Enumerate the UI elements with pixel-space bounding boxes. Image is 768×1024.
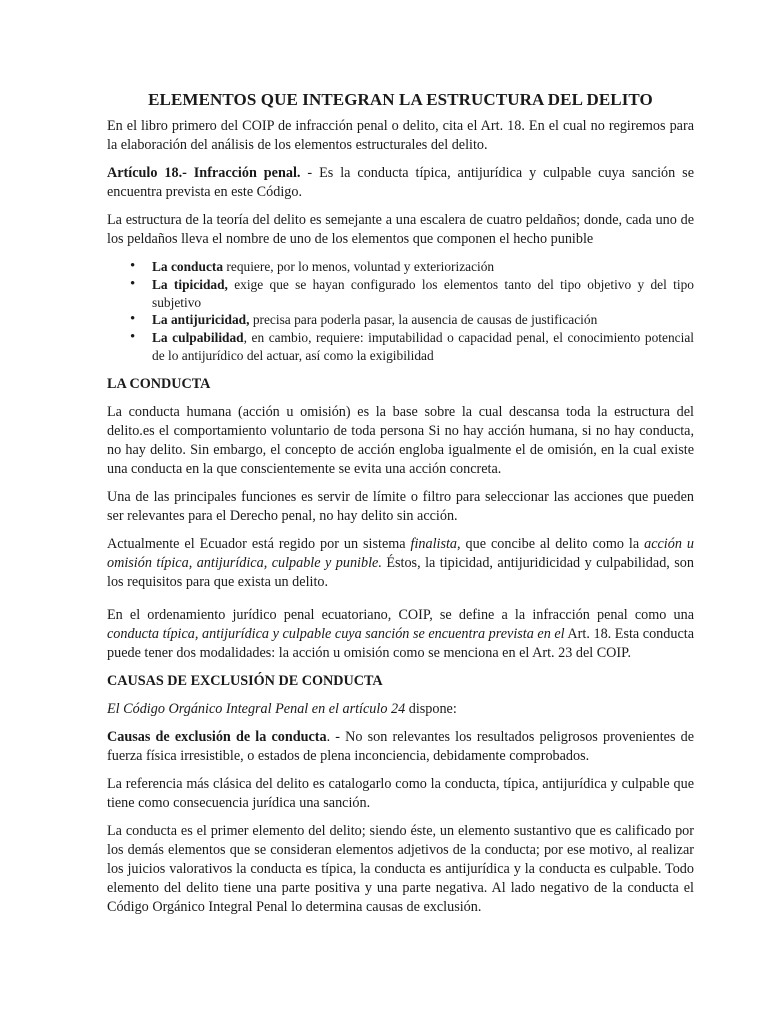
list-item-conducta (152, 258, 694, 276)
elements-list (107, 258, 694, 365)
intro-paragraph: En el libro primero del COIP de infracción penal o delito, cita el Art. 18. En el cual no regiremos para la elaboración del análisis de los elementos estructurales del delito. (107, 118, 694, 153)
heading-causas-exclusion: CAUSAS DE EXCLUSIÓN DE CONDUCTA (107, 672, 383, 689)
conducta-paragraph-1: La conducta humana (acción u omisión) es la base sobre la cual descansa toda la estructura del delito.es el comportamiento voluntario de toda persona Si no hay acción humana, si no hay conducta, no hay delito. Sin embargo, el concepto de acción engloba igualmente el de omisión, en la cual existe una conducta en la que conscientemente se evita una acción concreta. (107, 403, 694, 477)
list-item-text: requiere, por lo menos, voluntad y exteriorización (223, 259, 495, 274)
causas-label: Causas de exclusión de la conducta (107, 728, 327, 745)
heading-la-conducta: LA CONDUCTA (107, 375, 211, 392)
list-item-term: La culpabilidad (152, 330, 244, 346)
list-item-culpabilidad (152, 329, 694, 365)
coip-paragraph (107, 606, 694, 663)
escalera-paragraph: La estructura de la teoría del delito es semejante a una escalera de cuatro peldaños; donde, cada uno de los peldaños lleva el nombre de uno de los elementos que componen el hecho punible (107, 212, 694, 247)
finalista-text-e: Éstos, la tipicidad, antijuridicidad y culpabilidad, son los requisitos para que exista un delito. (107, 554, 694, 590)
list-item-term: La tipicidad, (152, 276, 228, 292)
article-24-text: dispone: (405, 700, 457, 717)
conducta-paragraph-2: Una de las principales funciones es servir de límite o filtro para seleccionar las acciones que pueden ser relevantes para el Derecho penal, no hay delito sin acción. (107, 488, 694, 524)
finalista-definition: acción u omisión típica, antijurídica, culpable y punible. (107, 535, 694, 571)
article-18-paragraph (107, 164, 694, 202)
causas-paragraph (107, 728, 694, 766)
finalista-paragraph (107, 535, 694, 592)
document-title: ELEMENTOS QUE INTEGRAN LA ESTRUCTURA DEL DELITO (148, 90, 653, 109)
primer-elemento-paragraph: La conducta es el primer elemento del delito; siendo éste, un elemento sustantivo que es calificado por los demás elementos que se consideran elementos adjetivos de la conducta; por ese motivo, al realizar los juicios valorativos la conducta es típica, la conducta es antijurídica y la conducta es culpable. Todo elemento del delito tiene una parte positiva y una parte negativa. Al lado negativo de la conducta el Código Orgánico Integral Penal lo determina causas de exclusión. (107, 822, 694, 915)
clasica-paragraph: La referencia más clásica del delito es catalogarlo como la conducta, típica, antijurídica y culpable que tiene como consecuencia jurídica una sanción. (107, 775, 694, 811)
coip-text-a: En el ordenamiento jurídico penal ecuatoriano, COIP, se define a la infracción penal como una (107, 606, 694, 623)
list-item-antijuricidad (152, 311, 694, 329)
list-item-term: La conducta (152, 259, 224, 274)
article-24-reference: El Código Orgánico Integral Penal en el artículo 24 (107, 700, 406, 717)
list-item-tipicidad (152, 276, 694, 312)
list-item-text: , en cambio, requiere: imputabilidad o capacidad penal, el conocimiento potencial de lo antijurídico del actuar, así como la exigibilidad (152, 330, 694, 363)
coip-text-c: Art. 18. Esta conducta puede tener dos modalidades: la acción u omisión como se menciona en el Art. 23 del COIP. (107, 625, 694, 661)
list-item-term: La antijuricidad, (152, 312, 250, 328)
article-18-label: Artículo 18.- Infracción penal. (107, 165, 301, 181)
finalista-text-a: Actualmente el Ecuador está regido por un sistema (107, 535, 411, 552)
finalista-term: finalista (410, 535, 458, 552)
causas-text: . - No son relevantes los resultados peligrosos provenientes de fuerza física irresistible, o estados de plena inconciencia, debidamente comprobados. (107, 728, 694, 764)
article-24-paragraph (107, 700, 694, 719)
list-item-text: precisa para poderla pasar, la ausencia de causas de justificación (249, 312, 598, 328)
finalista-text-c: , que concibe al delito como la (457, 535, 645, 552)
list-item-text: exige que se hayan configurado los elementos tanto del tipo objetivo y del tipo subjetivo (152, 276, 694, 310)
article-18-text: - Es la conducta típica, antijurídica y culpable cuya sanción se encuentra prevista en este Código. (107, 165, 694, 200)
coip-quote: conducta típica, antijurídica y culpable cuya sanción se encuentra prevista en el (107, 625, 565, 642)
